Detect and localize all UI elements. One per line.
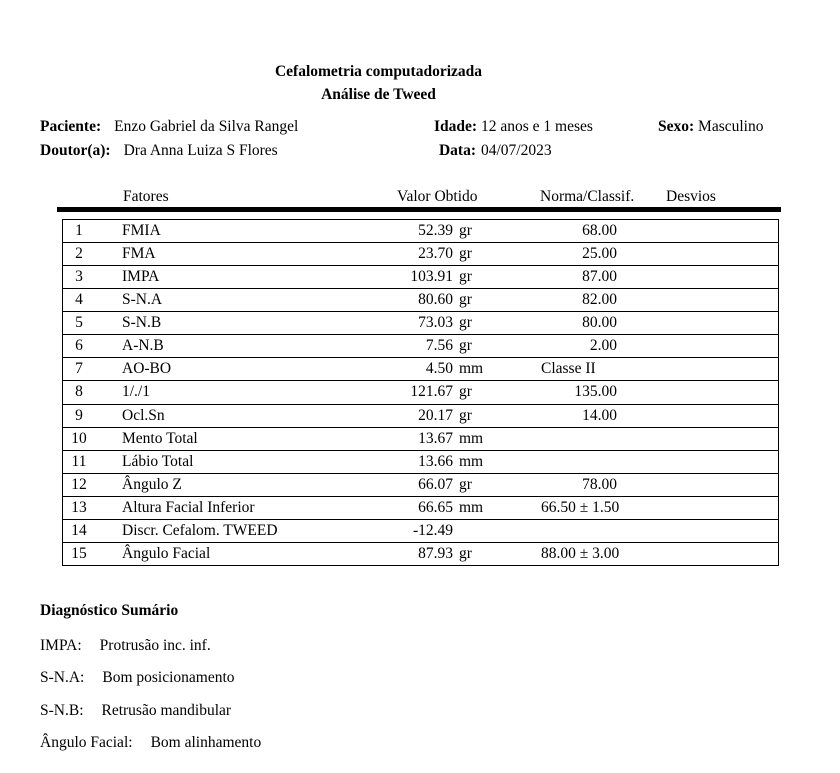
row-number: 11 [71, 452, 87, 470]
diagnosis-item-label: S-N.A: [40, 669, 85, 686]
valor-obtido-unit: gr [459, 222, 472, 240]
diagnosis-item [40, 637, 211, 655]
valor-obtido-unit: gr [459, 475, 472, 493]
diagnosis-item [40, 734, 261, 752]
diagnosis-item-label: IMPA: [40, 637, 82, 654]
valor-obtido-value: 20.17 [418, 406, 453, 424]
age-value: 12 anos e 1 meses [481, 118, 593, 135]
valor-obtido-unit: mm [459, 360, 484, 378]
valor-obtido-unit: gr [459, 268, 472, 286]
column-header-desvios: Desvios [666, 188, 716, 205]
factor-name: Discr. Cefalom. TWEED [122, 521, 278, 539]
valor-obtido-value: 66.07 [418, 475, 453, 493]
factor-name: Ocl.Sn [122, 406, 165, 424]
diagnosis-item-value: Protrusão inc. inf. [99, 637, 211, 654]
diagnosis-item [40, 702, 231, 720]
table-row [63, 312, 778, 335]
diagnosis-item-value: Bom alinhamento [150, 734, 262, 751]
column-header-valor-obtido: Valor Obtido [397, 188, 478, 205]
patient-label: Paciente: [40, 118, 102, 135]
date-label: Data: [438, 142, 476, 159]
diagnosis-item-value: Bom posicionamento [102, 669, 235, 686]
valor-obtido-unit: mm [459, 452, 484, 470]
valor-obtido-value: 66.65 [418, 498, 453, 516]
valor-obtido-value: 121.67 [410, 383, 453, 401]
row-number: 1 [75, 222, 83, 240]
table-row [63, 405, 778, 428]
table-row [63, 243, 778, 266]
date-group [434, 142, 552, 160]
valor-obtido-value: 13.66 [418, 452, 453, 470]
report-subtitle: Análise de Tweed [321, 85, 436, 103]
factor-name: IMPA [122, 268, 160, 286]
table-row [63, 451, 778, 474]
factor-name: S-N.A [122, 291, 163, 309]
diagnosis-heading: Diagnóstico Sumário [40, 602, 179, 619]
valor-obtido-value: 13.67 [418, 429, 453, 447]
norma-classif-value: 82.00 [582, 291, 617, 309]
norma-classif-text: 88.00 ± 3.00 [541, 544, 620, 562]
row-number: 15 [71, 544, 87, 562]
valor-obtido-value: 23.70 [418, 245, 453, 263]
date-value: 04/07/2023 [481, 142, 552, 159]
patient-name: Enzo Gabriel da Silva Rangel [114, 118, 299, 135]
table-row [63, 543, 778, 565]
valor-obtido-unit: gr [459, 245, 472, 263]
valor-obtido-unit: mm [459, 498, 484, 516]
doctor-row [40, 142, 278, 160]
valor-obtido-unit: gr [459, 544, 472, 562]
norma-classif-value: 87.00 [582, 268, 617, 286]
row-number: 13 [71, 498, 87, 516]
table-row [63, 220, 778, 243]
factors-table [62, 219, 779, 566]
valor-obtido-value: 7.56 [425, 337, 453, 355]
diagnosis-item-value: Retrusão mandibular [101, 702, 232, 719]
valor-obtido-value: 80.60 [418, 291, 453, 309]
diagnosis-item [40, 669, 235, 687]
norma-classif-value: 14.00 [582, 406, 617, 424]
age-group [434, 118, 593, 136]
norma-classif-value: 135.00 [574, 383, 617, 401]
column-header-norma-classif: Norma/Classif. [540, 188, 635, 205]
doctor-name: Dra Anna Luiza S Flores [123, 142, 278, 159]
valor-obtido-unit: gr [459, 291, 472, 309]
sex-group [658, 118, 763, 136]
report-title: Cefalometria computadorizada [274, 63, 483, 80]
norma-classif-text: Classe II [541, 360, 596, 378]
row-number: 12 [71, 475, 87, 493]
column-header-fatores: Fatores [123, 188, 169, 205]
factor-name: Altura Facial Inferior [122, 498, 255, 516]
diagnosis-item-label: S-N.B: [40, 702, 84, 719]
valor-obtido-value: 103.91 [410, 268, 453, 286]
diagnosis-item-label: Ângulo Facial: [40, 734, 133, 751]
factor-name: Mento Total [122, 429, 198, 447]
factor-name: Ângulo Z [122, 475, 182, 493]
valor-obtido-value: 52.39 [418, 222, 453, 240]
table-row [63, 335, 778, 358]
norma-classif-value: 68.00 [582, 222, 617, 240]
sex-label: Sexo: [658, 118, 695, 135]
table-row [63, 381, 778, 404]
patient-row [40, 118, 298, 136]
norma-classif-value: 80.00 [582, 314, 617, 332]
factor-name: AO-BO [122, 360, 172, 378]
valor-obtido-unit: gr [459, 406, 472, 424]
row-number: 8 [75, 383, 83, 401]
factor-name: Ângulo Facial [122, 544, 211, 562]
valor-obtido-unit: gr [459, 314, 472, 332]
norma-classif-value: 2.00 [589, 337, 617, 355]
factor-name: A-N.B [122, 337, 164, 355]
row-number: 4 [75, 291, 83, 309]
row-number: 6 [75, 337, 83, 355]
valor-obtido-unit: gr [459, 383, 472, 401]
factor-name: 1/./1 [122, 383, 150, 401]
factor-name: S-N.B [122, 314, 162, 332]
norma-classif-value: 78.00 [582, 475, 617, 493]
table-row [63, 266, 778, 289]
valor-obtido-value: 73.03 [418, 314, 453, 332]
table-row [63, 520, 778, 543]
row-number: 10 [71, 429, 87, 447]
valor-obtido-unit: gr [459, 337, 472, 355]
header-rule [57, 207, 781, 212]
row-number: 9 [75, 406, 83, 424]
row-number: 5 [75, 314, 83, 332]
doctor-label: Doutor(a): [40, 142, 111, 159]
norma-classif-text: 66.50 ± 1.50 [541, 498, 620, 516]
table-row [63, 358, 778, 381]
valor-obtido-unit: mm [459, 429, 484, 447]
row-number: 2 [75, 245, 83, 263]
table-row [63, 474, 778, 497]
report-title-block [0, 61, 757, 106]
sex-value: Masculino [698, 118, 764, 135]
age-label: Idade: [434, 118, 478, 135]
table-row [63, 289, 778, 312]
row-number: 7 [75, 360, 83, 378]
valor-obtido-value: -12.49 [412, 521, 453, 539]
factor-name: Lábio Total [122, 452, 194, 470]
valor-obtido-value: 4.50 [425, 360, 453, 378]
valor-obtido-value: 87.93 [418, 544, 453, 562]
row-number: 14 [71, 521, 87, 539]
row-number: 3 [75, 268, 83, 286]
table-row [63, 497, 778, 520]
factor-name: FMA [122, 245, 156, 263]
factor-name: FMIA [122, 222, 161, 240]
table-row [63, 428, 778, 451]
norma-classif-value: 25.00 [582, 245, 617, 263]
